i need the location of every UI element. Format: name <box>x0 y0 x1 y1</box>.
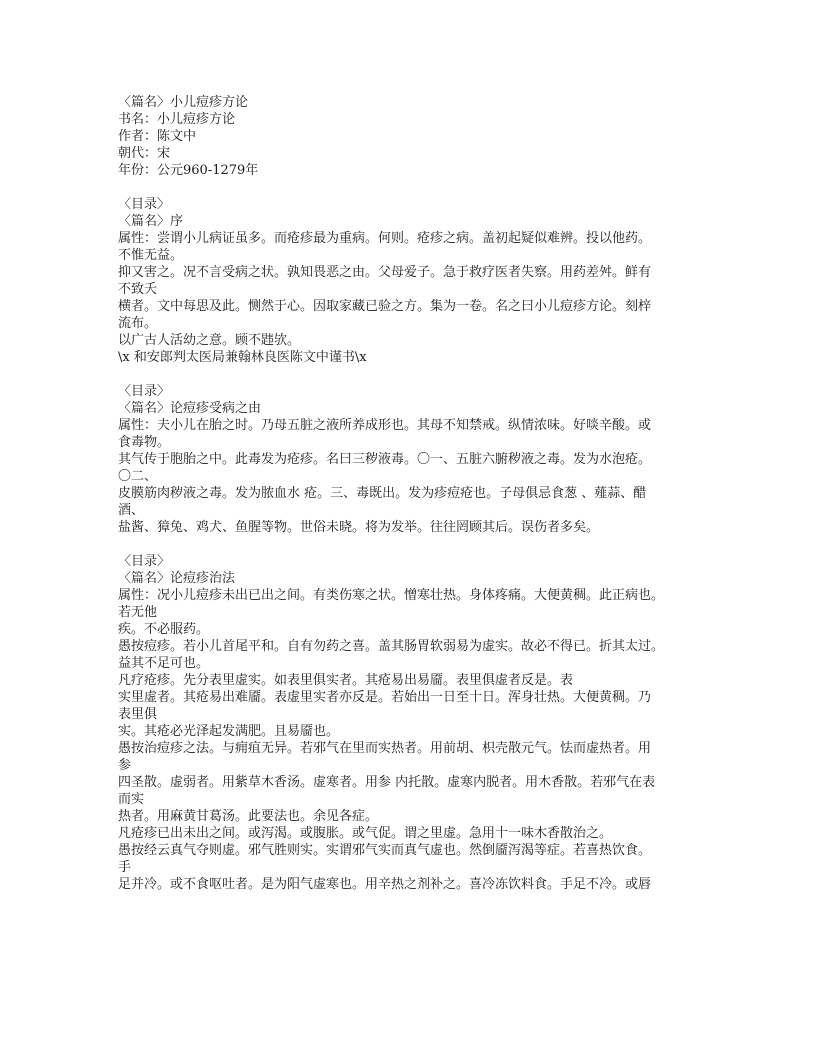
header-year: 年份：公元960-1279年 <box>118 163 259 178</box>
section-text-line: 属性：夫小儿在胎之时。乃母五脏之液所养成形也。其母不知禁戒。纵情浓味。好啖辛酸。或 <box>118 418 652 433</box>
header-author: 作者：陈文中 <box>118 129 197 144</box>
section-text-line: 不惟无益。 <box>118 248 184 263</box>
section-text-line: 〇二、 <box>118 469 158 484</box>
section-text-line: 实里虚者。其疮易出难靥。表虚里实者亦反是。若始出一日至十日。浑身壮热。大便黄稠。乃 <box>118 690 652 705</box>
section-toc-marker: 〈目录〉 <box>118 554 171 569</box>
section-text-line: 凡疮疹已出未出之间。或泻渴。或腹胀。或气促。谓之里虚。急用十一味木香散治之。 <box>118 826 613 841</box>
section-title: 〈篇名〉论痘疹治法 <box>118 571 236 586</box>
section-text-line: 热者。用麻黄甘葛汤。此要法也。余见各症。 <box>118 809 379 824</box>
section-text-line: 愚按痘疹。若小儿首尾平和。自有勿药之喜。盖其肠胃软弱易为虚实。故必不得已。折其太过。 <box>118 639 665 654</box>
section-text-line: 而实 <box>118 792 145 807</box>
section-text-line: 盐酱、獐兔、鸡犬、鱼腥等物。世俗未晓。将为发举。往往罔顾其后。误伤者多矣。 <box>118 520 600 535</box>
section-text-line: 若无他 <box>118 605 158 620</box>
section-block <box>118 196 698 366</box>
section-text-line: 属性：况小儿痘疹未出已出之间。有类伤寒之状。憎寒壮热。身体疼痛。大便黄稠。此正病也。 <box>118 588 665 603</box>
section-text-line: 手 <box>118 860 132 875</box>
section-text-line: 愚按治痘疹之法。与痈疽无异。若邪气在里而实热者。用前胡、枳壳散元气。怯而虚热者。用 <box>118 741 652 756</box>
section-text-line: 流布。 <box>118 316 158 331</box>
section-text-line: 愚按经云真气夺则虚。邪气胜则实。实谓邪气实而真气虚也。然倒靥泻渴等症。若喜热饮食。 <box>118 843 652 858</box>
section-block <box>118 383 698 536</box>
section-text-line: 足并冷。或不食呕吐者。是为阳气虚寒也。用辛热之剂补之。喜冷冻饮料食。手足不冷。或唇 <box>118 877 652 892</box>
section-text-line: 属性：尝谓小儿病证虽多。而疮疹最为重病。何则。疮疹之病。盖初起疑似难辨。投以他药。 <box>118 231 652 246</box>
sections-container <box>118 196 698 893</box>
section-text-line: 表里俱 <box>118 707 158 722</box>
section-toc-marker: 〈目录〉 <box>118 197 171 212</box>
section-title: 〈篇名〉论痘疹受病之由 <box>118 401 262 416</box>
header-book-name: 书名：小儿痘疹方论 <box>118 112 236 127</box>
section-text-line: 疾。不必服药。 <box>118 622 210 637</box>
section-text-line: 横者。文中每思及此。恻然于心。因取家藏已验之方。集为一卷。名之曰小儿痘疹方论。刻梓 <box>118 299 652 314</box>
header-title: 〈篇名〉小儿痘疹方论 <box>118 95 249 110</box>
section-text-line: 益其不足可也。 <box>118 656 210 671</box>
section-text-line: \x 和安郎判太医局兼翰林良医陈文中谨书\x <box>118 350 367 365</box>
section-text-line: 以广古人活幼之意。顾不韪欤。 <box>118 333 301 348</box>
section-block <box>118 553 698 893</box>
book-header <box>118 94 698 179</box>
section-text-line: 皮膜筋肉秽液之毒。发为脓血水 疮。三、毒既出。发为疹痘疮也。子母俱忌食葱 、薤蒜、醋 <box>118 486 647 501</box>
section-text-line: 酒、 <box>118 503 145 518</box>
section-text-line: 抑又害之。况不言受病之状。孰知畏恶之由。父母爱子。急于救疗医者失察。用药差舛。鲜有 <box>118 265 652 280</box>
section-title: 〈篇名〉序 <box>118 214 184 229</box>
section-text-line: 不致夭 <box>118 282 158 297</box>
section-text-line: 凡疗疮疹。先分表里虚实。如表里俱实者。其疮易出易靥。表里俱虚者反是。表 <box>118 673 574 688</box>
section-text-line: 食毒物。 <box>118 435 171 450</box>
section-text-line: 实。其疮必光泽起发满肥。且易靥也。 <box>118 724 340 739</box>
section-text-line: 其气传于胞胎之中。此毒发为疮疹。名曰三秽液毒。〇一、五脏六腑秽液之毒。发为水泡疮。 <box>118 452 652 467</box>
section-toc-marker: 〈目录〉 <box>118 384 171 399</box>
section-text-line: 四圣散。虚弱者。用紫草木香汤。虚寒者。用参 内托散。虚寒内脱者。用木香散。若邪气在表 <box>118 775 656 790</box>
section-text-line: 参 <box>118 758 132 773</box>
header-dynasty: 朝代：宋 <box>118 146 171 161</box>
document-page <box>118 94 698 910</box>
